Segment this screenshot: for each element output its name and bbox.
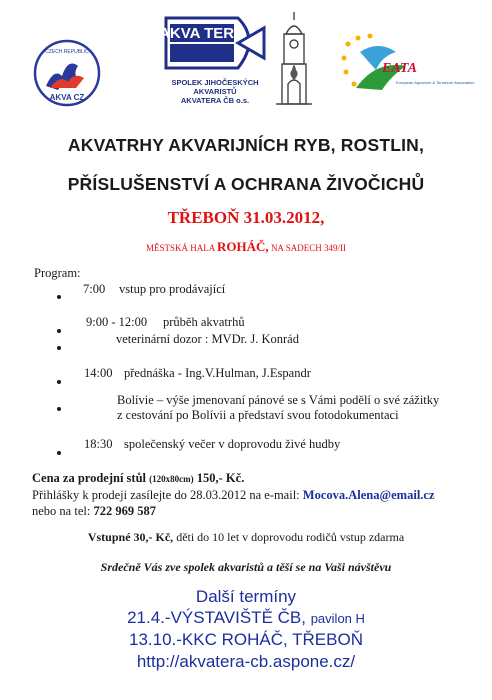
- bullet-dot: [57, 346, 61, 350]
- akva-cz-bottom-text: AKVA CZ: [49, 93, 85, 102]
- venue-suffix: NA SADECH 349/II: [270, 243, 346, 253]
- venue-prefix: MĚSTSKÁ HALA: [146, 243, 215, 253]
- program-time: 9:00 - 12:00: [86, 315, 148, 329]
- bullet-dot: [57, 407, 61, 411]
- akvatera-mark: AKVA TERA: [159, 25, 245, 42]
- price-line-1: [32, 470, 435, 487]
- bullet-dot: [57, 295, 61, 299]
- tower-icon: [270, 10, 318, 110]
- venue-line: [0, 239, 492, 255]
- title-line-1: AKVATRHY AKVARIJNÍCH RYB, ROSTLIN,: [67, 135, 425, 155]
- price-line-2: [32, 487, 435, 503]
- program-text: přednáška - Ing.V.Hulman, J.Espandr: [124, 366, 311, 380]
- akvatera-fish-icon: [160, 10, 270, 76]
- price-block: [32, 470, 435, 519]
- contact-phone: 722 969 587: [93, 504, 156, 518]
- akvatera-caption-line2: AKVARISTŮ: [193, 87, 237, 96]
- program-text: společenský večer v doprovodu živé hudby: [124, 437, 341, 451]
- akva-cz-top-text: CZECH REPUBLIC: [45, 49, 89, 55]
- price-line-3: [32, 503, 435, 519]
- program-label: Program:: [34, 266, 81, 280]
- city-date: TŘEBOŇ 31.03.2012,: [167, 208, 325, 227]
- price-label: Cena za prodejní stůl: [32, 471, 147, 485]
- program-text: vstup pro prodávající: [119, 282, 226, 296]
- program-text: veterinární dozor : MVDr. J. Konrád: [116, 332, 299, 346]
- venue-name: ROHÁČ,: [217, 239, 269, 254]
- akvatera-caption-line1: SPOLEK JIHOČESKÝCH: [171, 78, 259, 87]
- contact-email-link[interactable]: Mocova.Alena@email.cz: [302, 488, 435, 502]
- program-time: 14:00: [84, 366, 113, 380]
- eata-caption: European Aquarium & Terrarium Association: [396, 80, 475, 85]
- entry-fee-line: [0, 530, 492, 545]
- website-link[interactable]: http://akvatera-cb.aspone.cz/: [136, 652, 356, 671]
- next-date-1-main: 21.4.-VÝSTAVIŠTĚ ČB,: [127, 608, 306, 627]
- entry-fee-label: Vstupné 30,- Kč,: [87, 530, 174, 544]
- registration-text: Přihlášky k prodeji zasílejte do 28.03.2012 na e-mail:: [32, 488, 300, 502]
- akvatera-caption: [160, 78, 270, 105]
- bullet-dot: [57, 329, 61, 333]
- title-line-2: PŘÍSLUŠENSTVÍ A OCHRANA ŽIVOČICHŮ: [67, 174, 425, 194]
- eata-emblem-icon: [336, 30, 475, 108]
- next-date-1: [0, 608, 492, 628]
- entry-fee-text: děti do 10 let v doprovodu rodičů vstup zdarma: [176, 530, 405, 544]
- akvatera-caption-line3: AKVATERA ČB o.s.: [180, 96, 250, 105]
- program-time: 18:30: [84, 437, 113, 451]
- program-text: Bolívie – výše jmenovaní pánové se s Vámi podělí o své zážitky: [117, 393, 440, 407]
- next-date-1-extra: pavilon H: [310, 611, 365, 626]
- next-date-2: 13.10.-KKC ROHÁČ, TŘEBOŇ: [129, 630, 363, 649]
- price-size: (120x80cm): [149, 474, 194, 484]
- akva-cz-logo: [32, 38, 102, 108]
- program-time: 7:00: [83, 282, 106, 296]
- bullet-dot: [57, 451, 61, 455]
- phone-label: nebo na tel:: [32, 504, 91, 518]
- invitation-line: Srdečně Vás zve spolek akvaristů a těší se na Vaši návštěvu: [100, 560, 392, 574]
- akvatera-logo: [160, 10, 280, 114]
- next-dates-title: Další termíny: [195, 587, 297, 606]
- bullet-dot: [57, 380, 61, 384]
- price-amount: 150,- Kč.: [196, 471, 245, 485]
- eata-mark: EATA: [382, 61, 418, 76]
- logo-row: [0, 0, 492, 118]
- program-text: průběh akvatrhů: [163, 315, 245, 329]
- program-text: z cestování po Bolívii a představí svou fotodokumentaci: [117, 408, 399, 422]
- eata-logo: [336, 30, 475, 108]
